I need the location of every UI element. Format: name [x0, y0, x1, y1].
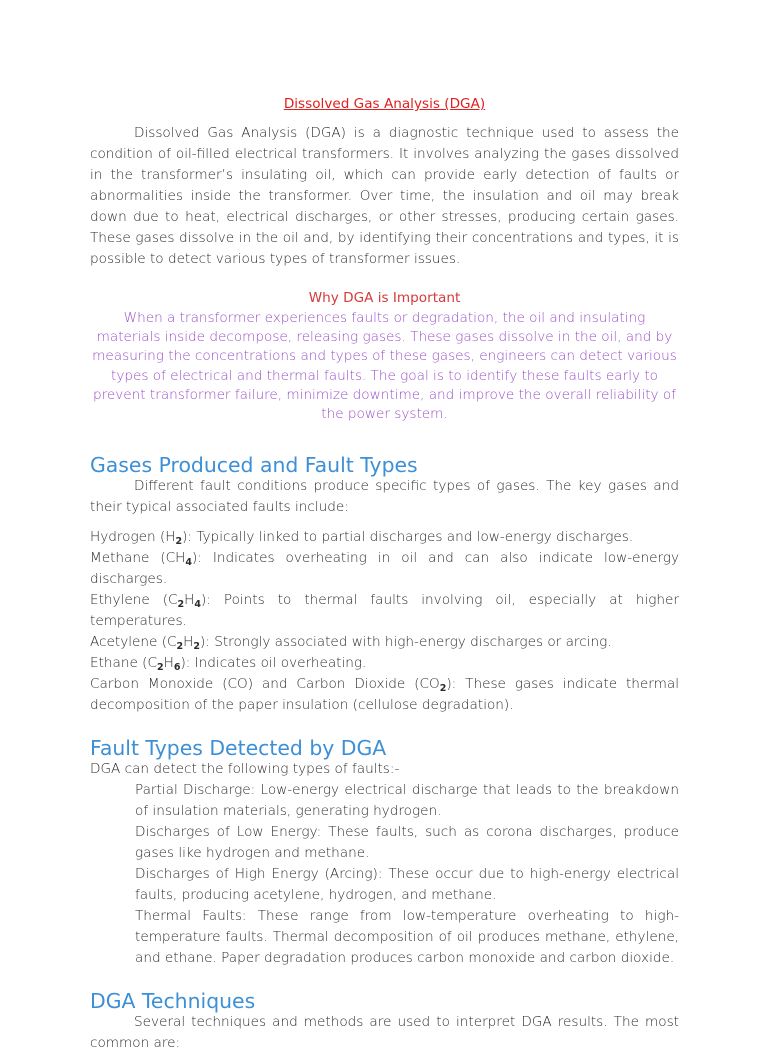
- gas-item-methane: Methane $(CH_4)$: Indicates overheating in oil and can also indicate low-energy discharges.: [90, 550, 680, 588]
- gas-item-carbon-oxides: Carbon Monoxide (CO) and Carbon Dioxide $(CO_2)$: These gases indicate thermal decomposition of the paper insulation (cellulose degradation).: [90, 676, 679, 714]
- why-dga-heading: Why DGA is Important: [308, 290, 461, 306]
- intro-paragraph: Dissolved Gas Analysis (DGA) is a diagnostic technique used to assess the condition of oil-filled electrical transformers. It involves analyzing the gases dissolved in the transformer’s insulating oil, which can provide early detection of faults or abnormalities inside the transformer. Over time, the insulation and oil may break down due to heat, electrical discharges, or other stresses, producing certain gases. These gases dissolve in the oil and, by identifying their concentrations and types, it is possible to detect various types of transformer issues.: [90, 125, 679, 267]
- techniques-section-heading: DGA Techniques: [90, 989, 256, 1014]
- techniques-intro-paragraph: Several techniques and methods are used to interpret DGA results. The most common are:: [90, 1014, 679, 1052]
- gas-item-ethane: Ethane $(C_2H_6)$: Indicates oil overheating.: [90, 655, 367, 674]
- gas-item-ethylene: Ethylene $(C_2H_4)$: Points to thermal faults involving oil, especially at higher temperatures.: [90, 592, 679, 630]
- gas-item-acetylene: Acetylene $(C_2H_2)$: Strongly associated with high-energy discharges or arcing.: [90, 634, 612, 653]
- fault-item-thermal: Thermal Faults: These range from low-temperature overheating to high-temperature faults. Thermal decomposition of oil produces methane, ethylene, and ethane. Paper degradation produces carbon monoxide and carbon dioxide.: [135, 908, 679, 967]
- document-title: Dissolved Gas Analysis (DGA): [283, 96, 486, 112]
- gas-list: [90, 527, 679, 716]
- fault-item-low-energy: Discharges of Low Energy: These faults, such as corona discharges, produce gases like hydrogen and methane.: [135, 824, 679, 862]
- fault-item-partial-discharge: Partial Discharge: Low-energy electrical discharge that leads to the breakdown of insulation materials, generating hydrogen.: [135, 782, 679, 820]
- gases-intro-paragraph: Different fault conditions produce specific types of gases. The key gases and their typical associated faults include:: [90, 478, 679, 516]
- faults-section-heading: Fault Types Detected by DGA: [90, 736, 387, 761]
- gas-item-hydrogen: Hydrogen $(H_2)$: Typically linked to partial discharges and low-energy discharges.: [90, 529, 634, 548]
- fault-list: [90, 780, 679, 969]
- gases-section-heading: Gases Produced and Fault Types: [90, 453, 418, 478]
- fault-item-high-energy: Discharges of High Energy (Arcing): These occur due to high-energy electrical faults, producing acetylene, hydrogen, and methane.: [135, 866, 679, 904]
- why-dga-body: When a transformer experiences faults or degradation, the oil and insulating materials inside decompose, releasing gases. These gases dissolve in the oil, and by measuring the concentrations and types of these gases, engineers can detect various types of electrical and thermal faults. The goal is to identify these faults early to prevent transformer failure, minimize downtime, and improve the overall reliability of the power system.: [92, 310, 677, 423]
- faults-intro-line: DGA can detect the following types of faults:-: [90, 761, 400, 778]
